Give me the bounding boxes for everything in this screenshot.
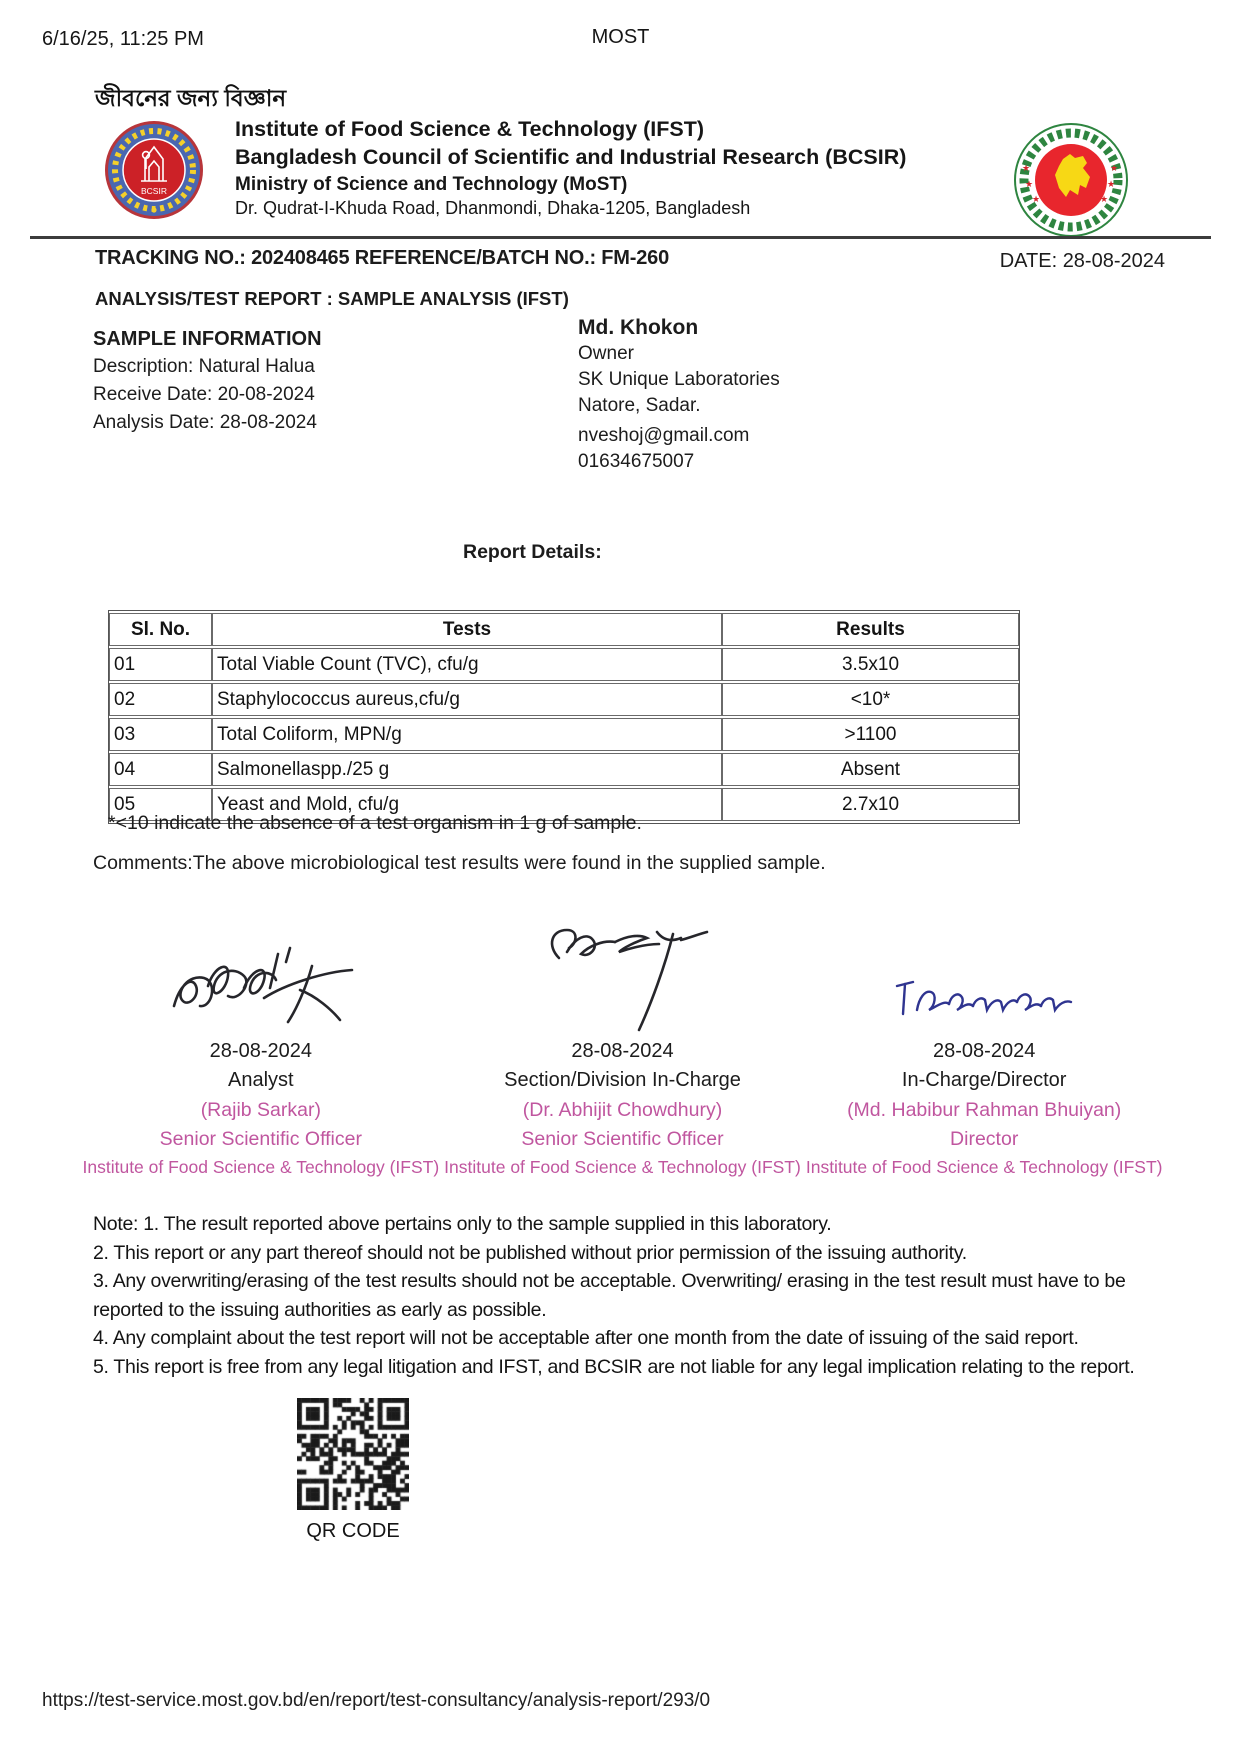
sl-no-cell: 01 bbox=[109, 648, 212, 681]
sl-no-cell: 05 bbox=[109, 788, 212, 821]
svg-text:★: ★ bbox=[1025, 180, 1034, 190]
section-incharge-signature-image bbox=[442, 918, 804, 1036]
section-incharge-title: Senior Scientific Officer bbox=[521, 1128, 724, 1150]
director-org: Institute of Food Science & Technology (IFST) bbox=[805, 1157, 1163, 1177]
table-footnote: *<10 indicate the absence of a test organism in 1 g of sample. bbox=[108, 812, 642, 834]
bcsir-logo bbox=[103, 119, 205, 226]
test-name-cell: Staphylococcus aureus,cfu/g bbox=[212, 683, 722, 716]
client-address: Natore, Sadar. bbox=[578, 395, 701, 416]
section-incharge-name: (Dr. Abhijit Chowdhury) bbox=[522, 1099, 723, 1121]
print-footer-url: https://test-service.most.gov.bd/en/report/test-consultancy/analysis-report/293/0 bbox=[42, 1690, 711, 1711]
director-role: In-Charge/Director bbox=[901, 1069, 1067, 1091]
svg-text:★: ★ bbox=[1100, 195, 1109, 205]
result-value-cell: 2.7x10 bbox=[722, 788, 1019, 821]
director-title: Director bbox=[950, 1128, 1019, 1150]
result-value-cell: >1100 bbox=[722, 718, 1019, 751]
table-row bbox=[109, 718, 1019, 751]
director-name: (Md. Habibur Rahman Bhuiyan) bbox=[847, 1099, 1122, 1121]
table-row bbox=[109, 683, 1019, 716]
signature-row bbox=[80, 918, 1165, 1178]
note-2: 2. This report or any part thereof should not be published without prior permission of the issuing authority. bbox=[93, 1241, 967, 1264]
client-role: Owner bbox=[578, 343, 634, 364]
result-value-cell: 3.5x10 bbox=[722, 648, 1019, 681]
notes-block bbox=[93, 1210, 1168, 1381]
council-name: Bangladesh Council of Scientific and Industrial Research (BCSIR) bbox=[235, 144, 907, 169]
tracking-reference-line: TRACKING NO.: 202408465 REFERENCE/BATCH NO.: FM-260 bbox=[95, 247, 669, 269]
sl-no-cell: 03 bbox=[109, 718, 212, 751]
analyst-name: (Rajib Sarkar) bbox=[200, 1099, 321, 1121]
test-name-cell: Total Coliform, MPN/g bbox=[212, 718, 722, 751]
report-type-line: ANALYSIS/TEST REPORT : SAMPLE ANALYSIS (IFST) bbox=[95, 288, 569, 309]
result-value-cell: <10* bbox=[722, 683, 1019, 716]
sample-information-block bbox=[93, 325, 322, 437]
comments-line: Comments:The above microbiological test results were found in the supplied sample. bbox=[93, 852, 826, 874]
header-divider bbox=[30, 236, 1211, 239]
note-5: 5. This report is free from any legal litigation and IFST, and BCSIR are not liable for any legal implication relating to the report. bbox=[93, 1355, 1135, 1378]
signature-analyst bbox=[80, 918, 442, 1178]
report-date: DATE: 28-08-2024 bbox=[999, 250, 1165, 272]
institute-address: Dr. Qudrat-I-Khuda Road, Dhanmondi, Dhaka-1205, Bangladesh bbox=[235, 198, 751, 219]
sample-receive-date: Receive Date: 20-08-2024 bbox=[93, 384, 315, 405]
client-phone: 01634675007 bbox=[578, 451, 695, 472]
sample-description: Description: Natural Halua bbox=[93, 356, 315, 377]
section-incharge-sign-date: 28-08-2024 bbox=[571, 1040, 674, 1062]
client-company: SK Unique Laboratories bbox=[578, 369, 780, 390]
analyst-title: Senior Scientific Officer bbox=[159, 1128, 362, 1150]
note-3: 3. Any overwriting/erasing of the test results should not be acceptable. Overwriting/ erasing in the test result must have to be reported to the issuing authorities as early as possible. bbox=[93, 1270, 1126, 1321]
analyst-sign-date: 28-08-2024 bbox=[209, 1040, 312, 1062]
table-row bbox=[109, 648, 1019, 681]
analyst-org: Institute of Food Science & Technology (IFST) bbox=[82, 1157, 440, 1177]
qr-code-label: QR CODE bbox=[306, 1520, 400, 1542]
section-incharge-role: Section/Division In-Charge bbox=[504, 1069, 741, 1091]
test-name-cell: Salmonellaspp./25 g bbox=[212, 753, 722, 786]
svg-text:★: ★ bbox=[1107, 180, 1116, 190]
director-sign-date: 28-08-2024 bbox=[933, 1040, 1036, 1062]
client-block bbox=[578, 315, 780, 475]
motto-bengali: জীবনের জন্য বিজ্ঞান bbox=[95, 85, 287, 111]
print-page-title: MOST bbox=[591, 26, 650, 48]
signature-director bbox=[803, 918, 1165, 1178]
note-4: 4. Any complaint about the test report will not be acceptable after one month from the date of issuing of the said report. bbox=[93, 1327, 1079, 1349]
analyst-signature-image bbox=[80, 918, 442, 1036]
qr-code-image bbox=[297, 1398, 409, 1510]
print-datetime: 6/16/25, 11:25 PM bbox=[42, 28, 204, 50]
section-incharge-org: Institute of Food Science & Technology (IFST) bbox=[444, 1157, 801, 1177]
bangladesh-govt-logo bbox=[1012, 121, 1130, 244]
test-name-cell: Yeast and Mold, cfu/g bbox=[212, 788, 722, 821]
svg-text:★: ★ bbox=[1110, 164, 1119, 174]
signature-section-incharge bbox=[442, 918, 804, 1178]
table-row bbox=[109, 753, 1019, 786]
column-header-sl-no-: Sl. No. bbox=[109, 613, 212, 646]
client-name: Md. Khokon bbox=[578, 316, 699, 339]
column-header-results: Results bbox=[722, 613, 1019, 646]
report-details-heading: Report Details: bbox=[463, 541, 602, 563]
institute-name: Institute of Food Science & Technology (IFST) bbox=[235, 117, 705, 141]
svg-text:★: ★ bbox=[1032, 195, 1041, 205]
column-header-tests: Tests bbox=[212, 613, 722, 646]
analyst-role: Analyst bbox=[228, 1069, 294, 1091]
sl-no-cell: 04 bbox=[109, 753, 212, 786]
test-name-cell: Total Viable Count (TVC), cfu/g bbox=[212, 648, 722, 681]
report-table-head-row bbox=[109, 613, 1019, 646]
result-value-cell: Absent bbox=[722, 753, 1019, 786]
svg-text:★: ★ bbox=[1022, 164, 1031, 174]
sl-no-cell: 02 bbox=[109, 683, 212, 716]
sample-information-heading: SAMPLE INFORMATION bbox=[93, 328, 322, 350]
ministry-name: Ministry of Science and Technology (MoST) bbox=[235, 174, 628, 196]
bcsir-logo-text: BCSIR bbox=[141, 186, 167, 196]
results-table bbox=[108, 610, 1020, 824]
director-signature-image bbox=[803, 918, 1165, 1036]
report-table-body bbox=[109, 648, 1019, 821]
qr-block bbox=[297, 1398, 409, 1543]
client-email: nveshoj@gmail.com bbox=[578, 425, 750, 446]
note-1: Note: 1. The result reported above pertains only to the sample supplied in this laboratory. bbox=[93, 1213, 832, 1235]
sample-analysis-date: Analysis Date: 28-08-2024 bbox=[93, 412, 317, 433]
